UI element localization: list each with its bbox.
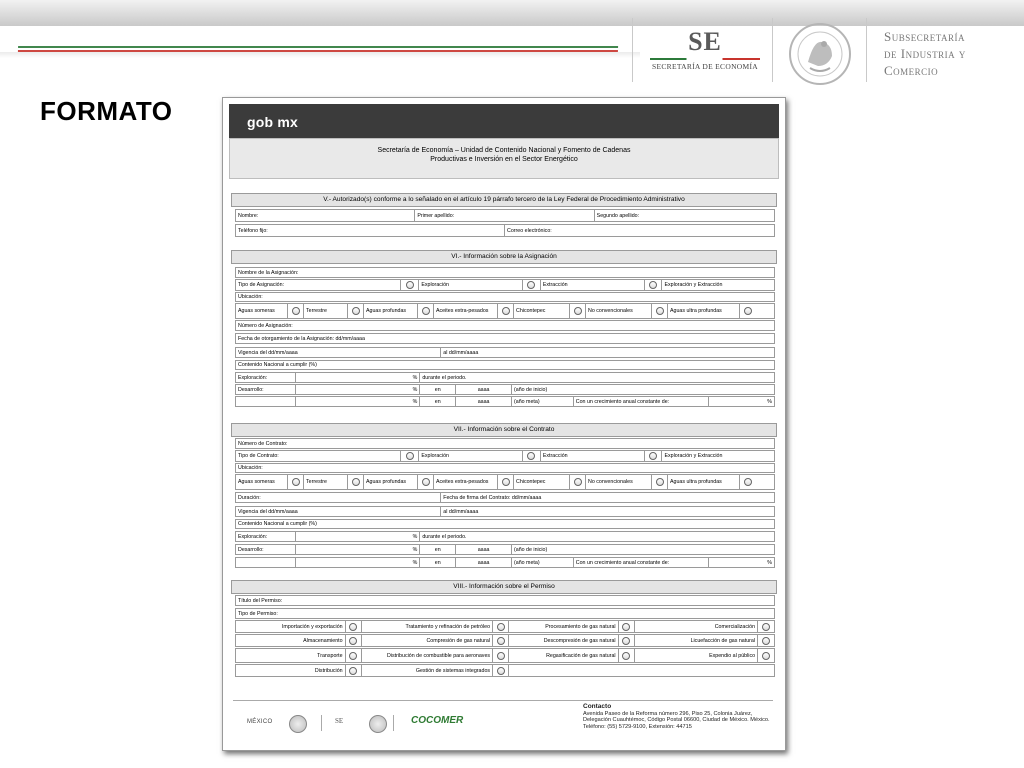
form-heading-line: Secretaría de Economía – Unidad de Contenido Nacional y Fomento de Cadenas bbox=[377, 147, 631, 154]
se-tricolor-rule bbox=[650, 58, 760, 60]
radio-cell[interactable] bbox=[348, 304, 364, 318]
gob-logo-text: gob mx bbox=[247, 114, 298, 130]
empty-cell bbox=[236, 397, 296, 406]
radio-aceites[interactable] bbox=[502, 307, 510, 315]
form-row bbox=[235, 492, 775, 503]
option-label: Aguas someras bbox=[236, 304, 288, 318]
percent-field[interactable]: % bbox=[767, 398, 773, 405]
footer-comer-text: COMER bbox=[426, 715, 464, 726]
radio-chicontepec[interactable] bbox=[574, 307, 582, 315]
desarrollo-label: Desarrollo: bbox=[236, 385, 296, 394]
radio-chicontepec[interactable] bbox=[574, 478, 582, 486]
tipo-contrato-label: Tipo de Contrato: bbox=[236, 451, 401, 461]
gob-header-bar bbox=[229, 104, 779, 138]
radio-cell[interactable] bbox=[523, 280, 541, 290]
permit-label: Licuefacción de gas natural bbox=[635, 635, 759, 646]
permit-label: Importación y exportación bbox=[236, 621, 346, 632]
radio-permit[interactable] bbox=[622, 623, 630, 631]
permit-label: Transporte bbox=[236, 649, 346, 662]
percent-field[interactable]: % bbox=[296, 385, 421, 394]
year-field[interactable]: aaaa bbox=[456, 385, 512, 394]
option-label: Exploración bbox=[419, 451, 523, 461]
option-label: Aguas someras bbox=[236, 475, 288, 489]
radio-cell[interactable] bbox=[619, 649, 635, 662]
radio-aguas-profundas[interactable] bbox=[422, 307, 430, 315]
footer-seal-icon bbox=[369, 715, 387, 733]
permit-label: Almacenamiento bbox=[236, 635, 346, 646]
vigencia-al-label[interactable]: al dd/mm/aaaa bbox=[443, 349, 479, 356]
radio-permit[interactable] bbox=[762, 652, 770, 660]
radio-aguas-someras[interactable] bbox=[292, 478, 300, 486]
form-row bbox=[235, 303, 775, 319]
option-label: Aguas ultra profundas bbox=[668, 304, 740, 318]
vigencia-label[interactable]: Vigencia del dd/mm/aaaa bbox=[236, 507, 441, 516]
radio-cell[interactable] bbox=[493, 635, 509, 646]
radio-permit[interactable] bbox=[622, 637, 630, 645]
option-label: Extracción bbox=[541, 280, 645, 290]
se-name: SECRETARÍA DE ECONOMÍA bbox=[651, 62, 758, 71]
contact-title: Contacto bbox=[583, 703, 612, 710]
radio-cell[interactable] bbox=[652, 304, 668, 318]
form-row bbox=[235, 267, 775, 278]
radio-cell[interactable] bbox=[418, 304, 434, 318]
exploracion-label: Exploración: bbox=[236, 373, 296, 382]
form-heading bbox=[229, 138, 779, 179]
radio-cell[interactable] bbox=[758, 635, 774, 646]
permit-label: Descompresión de gas natural bbox=[509, 635, 619, 646]
nombre-asignacion-label[interactable]: Nombre de la Asignación: bbox=[238, 269, 299, 276]
section-viii-title: VIII.- Información sobre el Permiso bbox=[231, 580, 777, 594]
contenido-nacional-label: Contenido Nacional a cumplir (%) bbox=[238, 521, 317, 527]
radio-cell[interactable] bbox=[346, 635, 362, 646]
permit-row bbox=[235, 648, 775, 663]
radio-exp-ext[interactable] bbox=[649, 452, 657, 460]
radio-cell[interactable] bbox=[570, 304, 586, 318]
form-row bbox=[235, 396, 775, 407]
durante-label: durante el periodo. bbox=[422, 533, 467, 540]
radio-cell[interactable] bbox=[401, 280, 419, 290]
footer-seal-icon bbox=[289, 715, 307, 733]
option-label: No convencionales bbox=[586, 304, 652, 318]
year-field[interactable]: aaaa bbox=[456, 545, 512, 554]
crecimiento-label: Con un crecimiento anual constante de: bbox=[574, 558, 709, 567]
radio-permit[interactable] bbox=[497, 637, 505, 645]
permit-label: Comercialización bbox=[635, 621, 759, 632]
year-field[interactable]: aaaa bbox=[456, 397, 512, 406]
radio-cell[interactable] bbox=[346, 621, 362, 632]
radio-permit[interactable] bbox=[349, 667, 357, 675]
radio-permit[interactable] bbox=[349, 637, 357, 645]
tipo-permiso-label: Tipo de Permiso: bbox=[238, 610, 278, 617]
radio-cell[interactable] bbox=[401, 451, 419, 461]
form-row bbox=[235, 347, 775, 358]
permit-label: Procesamiento de gas natural bbox=[509, 621, 619, 632]
radio-cell[interactable] bbox=[740, 475, 756, 489]
permit-row bbox=[235, 620, 775, 633]
radio-permit[interactable] bbox=[622, 652, 630, 660]
radio-cell[interactable] bbox=[652, 475, 668, 489]
radio-cell[interactable] bbox=[645, 280, 663, 290]
slide-title: FORMATO bbox=[40, 96, 173, 126]
segundo-apellido-label[interactable]: Segundo apellido: bbox=[596, 212, 640, 219]
footer-mexico-logo: MÉXICO bbox=[247, 719, 273, 725]
option-label: Exploración bbox=[419, 280, 523, 290]
option-label: Aceites extra-pesados bbox=[434, 304, 498, 318]
form-row bbox=[235, 209, 775, 222]
radio-aceites[interactable] bbox=[502, 478, 510, 486]
exploracion-label: Exploración: bbox=[236, 532, 296, 541]
primer-apellido-label[interactable]: Primer apellido: bbox=[415, 210, 594, 221]
radio-permit[interactable] bbox=[762, 623, 770, 631]
radio-ultra[interactable] bbox=[744, 307, 752, 315]
fecha-firma-label[interactable]: Fecha de firma del Contrato: dd/mm/aaaa bbox=[443, 494, 542, 501]
durante-label: durante el periodo. bbox=[422, 374, 467, 381]
option-label: Exploración y Extracción bbox=[664, 453, 723, 459]
percent-field[interactable]: % bbox=[296, 558, 421, 567]
radio-aguas-someras[interactable] bbox=[292, 307, 300, 315]
se-logo bbox=[640, 28, 770, 74]
subsecretaria-line: Subsecretaría bbox=[884, 29, 966, 44]
permit-row bbox=[235, 664, 775, 677]
se-abbreviation: SE bbox=[688, 27, 722, 56]
radio-permit[interactable] bbox=[349, 623, 357, 631]
header-band bbox=[0, 0, 1024, 26]
section-vii-title: VII.- Información sobre el Contrato bbox=[231, 423, 777, 437]
subsecretaria-text bbox=[884, 28, 966, 79]
radio-cell[interactable] bbox=[619, 621, 635, 632]
footer-divider bbox=[321, 715, 322, 731]
vigencia-label[interactable]: Vigencia del dd/mm/aaaa bbox=[236, 348, 441, 357]
radio-terrestre[interactable] bbox=[352, 478, 360, 486]
radio-no-conv[interactable] bbox=[656, 478, 664, 486]
form-row bbox=[235, 531, 775, 542]
section-v-title: V.- Autorizado(s) conforme a lo señalado en el artículo 19 párrafo tercero de la Ley Federal de Procedimiento Administrativo bbox=[231, 193, 777, 207]
option-label: Terrestre bbox=[304, 475, 348, 489]
year-goal-label: (año meta) bbox=[512, 558, 574, 567]
radio-cell[interactable] bbox=[493, 665, 509, 676]
vigencia-al-label[interactable]: al dd/mm/aaaa bbox=[443, 508, 479, 515]
en-label: en bbox=[420, 558, 456, 567]
radio-ultra[interactable] bbox=[744, 478, 752, 486]
crecimiento-label: Con un crecimiento anual constante de: bbox=[574, 397, 709, 406]
form-row bbox=[235, 384, 775, 395]
permit-label: Regasificación de gas natural bbox=[509, 649, 619, 662]
permit-label: Tratamiento y refinación de petróleo bbox=[362, 621, 494, 632]
radio-cell[interactable] bbox=[288, 475, 304, 489]
telefono-label[interactable]: Teléfono fijo: bbox=[236, 225, 505, 236]
ubicacion-label: Ubicación: bbox=[238, 465, 263, 471]
radio-terrestre[interactable] bbox=[352, 307, 360, 315]
form-row bbox=[235, 360, 775, 370]
option-label: Exploración y Extracción bbox=[664, 282, 723, 288]
nombre-label[interactable]: Nombre: bbox=[236, 210, 415, 221]
form-row bbox=[235, 519, 775, 529]
radio-cell[interactable] bbox=[346, 649, 362, 662]
desarrollo-label: Desarrollo: bbox=[236, 545, 296, 554]
option-label: Terrestre bbox=[304, 304, 348, 318]
option-label: Aguas profundas bbox=[364, 304, 418, 318]
en-label: en bbox=[420, 385, 456, 394]
option-label: Aceites extra-pesados bbox=[434, 475, 498, 489]
footer-divider bbox=[393, 715, 394, 731]
radio-cell[interactable] bbox=[523, 451, 541, 461]
form-row bbox=[235, 224, 775, 237]
form-row bbox=[235, 372, 775, 383]
form-row bbox=[235, 595, 775, 606]
option-label: Chicontepec bbox=[514, 475, 570, 489]
header-divider bbox=[772, 18, 773, 82]
option-label: Aguas profundas bbox=[364, 475, 418, 489]
section-vi-title: VI.- Información sobre la Asignación bbox=[231, 250, 777, 264]
tipo-asignacion-label: Tipo de Asignación: bbox=[236, 280, 401, 290]
radio-permit[interactable] bbox=[762, 637, 770, 645]
duracion-label[interactable]: Duración: bbox=[236, 493, 441, 502]
footer-comer-logo: COCOMER bbox=[411, 715, 464, 726]
form-row bbox=[235, 608, 775, 619]
correo-label[interactable]: Correo electrónico: bbox=[507, 227, 552, 234]
percent-field[interactable]: % bbox=[296, 545, 421, 554]
option-label: Extracción bbox=[541, 451, 645, 461]
percent-field[interactable]: % bbox=[767, 559, 773, 566]
titulo-permiso-label[interactable]: Título del Permiso: bbox=[238, 597, 283, 604]
permit-label: Distribución de combustible para aeronaves bbox=[362, 649, 494, 662]
form-row bbox=[235, 292, 775, 302]
form-row bbox=[235, 544, 775, 555]
gob-logo bbox=[247, 114, 298, 130]
radio-extraccion[interactable] bbox=[527, 452, 535, 460]
radio-cell[interactable] bbox=[645, 451, 663, 461]
permit-row bbox=[235, 634, 775, 647]
radio-permit[interactable] bbox=[497, 667, 505, 675]
footer-se-logo: SE bbox=[335, 717, 344, 725]
en-label: en bbox=[420, 397, 456, 406]
numero-asignacion-label[interactable]: Número de Asignación: bbox=[238, 322, 293, 329]
national-seal-icon bbox=[788, 22, 852, 86]
header-divider bbox=[632, 18, 633, 82]
percent-field[interactable]: % bbox=[296, 532, 421, 541]
subsecretaria-line: Comercio bbox=[884, 63, 939, 78]
radio-exploracion[interactable] bbox=[406, 281, 414, 289]
radio-cell[interactable] bbox=[570, 475, 586, 489]
form-heading-line: Productivas e Inversión en el Sector Energético bbox=[430, 156, 578, 163]
radio-extraccion[interactable] bbox=[527, 281, 535, 289]
form-row bbox=[235, 474, 775, 490]
year-goal-label: (año meta) bbox=[512, 397, 574, 406]
radio-permit[interactable] bbox=[497, 623, 505, 631]
permit-label: Distribución bbox=[236, 665, 346, 676]
fecha-otorgamiento-label[interactable]: Fecha de otorgamiento de la Asignación: dd/mm/aaaa bbox=[238, 335, 365, 342]
permit-label: Compresión de gas natural bbox=[362, 635, 494, 646]
form-row bbox=[235, 450, 775, 462]
form-document bbox=[222, 97, 786, 751]
radio-permit[interactable] bbox=[497, 652, 505, 660]
form-row bbox=[235, 506, 775, 517]
radio-cell[interactable] bbox=[498, 304, 514, 318]
header-divider bbox=[866, 18, 867, 82]
form-row bbox=[235, 463, 775, 473]
radio-cell[interactable] bbox=[758, 621, 774, 632]
ubicacion-label: Ubicación: bbox=[238, 294, 263, 300]
permit-label: Gestión de sistemas integrados bbox=[362, 665, 494, 676]
radio-cell[interactable] bbox=[348, 475, 364, 489]
radio-cell[interactable] bbox=[493, 649, 509, 662]
footer-contact bbox=[583, 704, 773, 730]
radio-exp-ext[interactable] bbox=[649, 281, 657, 289]
radio-permit[interactable] bbox=[349, 652, 357, 660]
form-row bbox=[235, 438, 775, 449]
radio-aguas-profundas[interactable] bbox=[422, 478, 430, 486]
contact-text: Avenida Paseo de la Reforma número 296, Piso 25, Colonia Juárez, Delegación Cuauhtémoc, Código Postal 06600, Ciudad de México. México. Teléfono: (55) 5729-9100, Extensión: 44715 bbox=[583, 710, 770, 730]
radio-cell[interactable] bbox=[346, 665, 362, 676]
form-row bbox=[235, 333, 775, 344]
header-shadow bbox=[0, 52, 640, 58]
radio-cell[interactable] bbox=[288, 304, 304, 318]
permit-label: Expendio al público bbox=[635, 649, 759, 662]
subsecretaria-line: de Industria y bbox=[884, 46, 966, 61]
form-footer bbox=[233, 700, 773, 747]
year-start-label: (año de inicio) bbox=[513, 546, 548, 553]
radio-no-conv[interactable] bbox=[656, 307, 664, 315]
percent-field[interactable]: % bbox=[296, 397, 421, 406]
empty-cell bbox=[236, 558, 296, 567]
form-row bbox=[235, 279, 775, 291]
option-label: Chicontepec bbox=[514, 304, 570, 318]
radio-cell[interactable] bbox=[493, 621, 509, 632]
form-row bbox=[235, 557, 775, 568]
option-label: Aguas ultra profundas bbox=[668, 475, 740, 489]
year-field[interactable]: aaaa bbox=[456, 558, 512, 567]
percent-field[interactable]: % bbox=[296, 373, 421, 382]
radio-cell[interactable] bbox=[418, 475, 434, 489]
form-row bbox=[235, 320, 775, 331]
radio-cell[interactable] bbox=[740, 304, 756, 318]
contenido-nacional-label: Contenido Nacional a cumplir (%) bbox=[238, 362, 317, 368]
year-start-label: (año de inicio) bbox=[513, 386, 548, 393]
radio-cell[interactable] bbox=[619, 635, 635, 646]
en-label: en bbox=[420, 545, 456, 554]
radio-exploracion[interactable] bbox=[406, 452, 414, 460]
numero-contrato-label[interactable]: Número de Contrato: bbox=[238, 440, 288, 447]
empty-cell bbox=[509, 665, 774, 676]
radio-cell[interactable] bbox=[498, 475, 514, 489]
option-label: No convencionales bbox=[586, 475, 652, 489]
radio-cell[interactable] bbox=[758, 649, 774, 662]
